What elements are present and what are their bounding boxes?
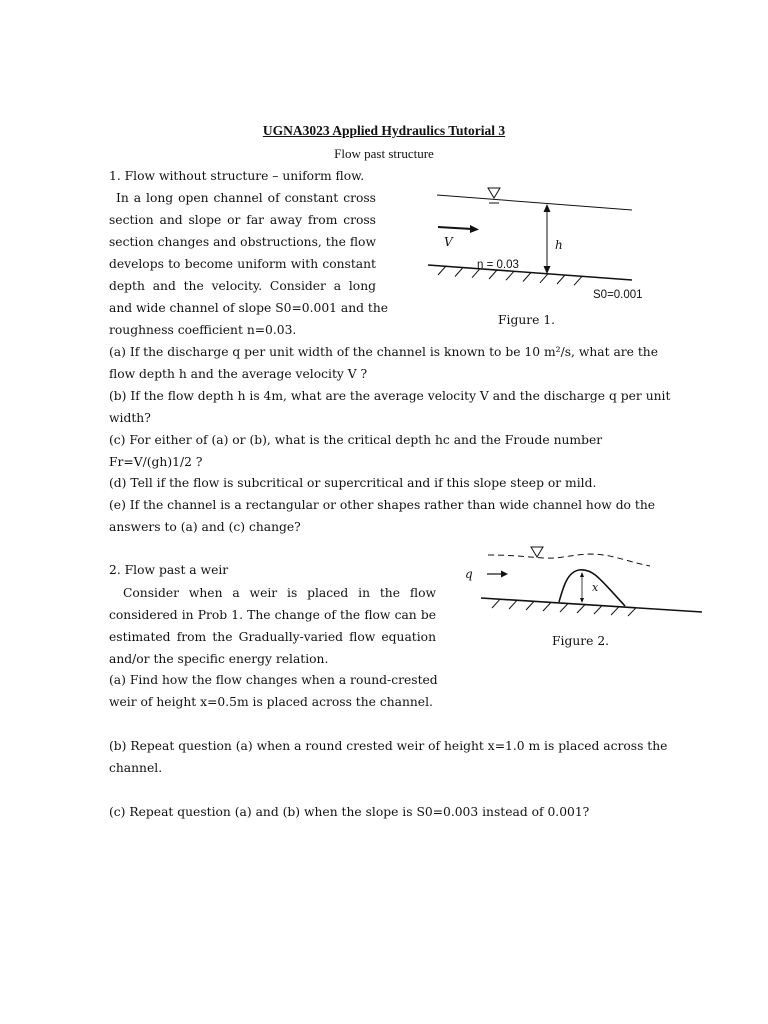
label-S0: S0=0.001 — [593, 289, 643, 301]
q1c-line2: Fr=V/(gh)1/2 ? — [109, 455, 203, 469]
q2-para-line: Consider when a weir is placed in the flow — [123, 586, 436, 600]
label-x: x — [592, 581, 599, 594]
q1c-line1: (c) For either of (a) or (b), what is the critical depth hc and the Froude number — [109, 433, 603, 447]
q1a-line2: flow depth h and the average velocity V ? — [109, 367, 368, 381]
q1-para-line: and wide channel of slope S0=0.001 and the — [109, 301, 389, 315]
q1-heading: 1. Flow without structure – uniform flow. — [109, 169, 365, 183]
q1-para-line: section and slope or far away from cross — [109, 213, 376, 227]
q2a-line1: (a) Find how the flow changes when a round-crested — [109, 673, 438, 687]
label-h: h — [555, 238, 563, 252]
q1-para-line: roughness coefficient n=0.03. — [109, 323, 297, 337]
label-q: q — [465, 567, 473, 581]
q2-heading: 2. Flow past a weir — [109, 563, 229, 577]
q2-para-line: considered in Prob 1. The change of the flow can be — [109, 608, 436, 622]
q2b-line2: channel. — [109, 761, 163, 775]
q1e-line2: answers to (a) and (c) change? — [109, 520, 301, 534]
figure-1-caption: Figure 1. — [498, 313, 556, 327]
q1-para-line: section changes and obstructions, the flow — [109, 235, 376, 249]
q2-para-line: estimated from the Gradually-varied flow equation — [109, 630, 436, 644]
label-n: n = 0.03 — [477, 259, 519, 271]
q1-para-line: depth and the velocity. Consider a long — [109, 279, 376, 293]
channel-bed-line — [481, 598, 702, 612]
page-title: UGNA3023 Applied Hydraulics Tutorial 3 — [262, 123, 506, 138]
q1-para-line: develops to become uniform with constant — [109, 257, 376, 271]
water-surface-dashed — [488, 554, 650, 566]
q1-para-line: In a long open channel of constant cross — [116, 191, 376, 205]
q1a-line1: (a) If the discharge q per unit width of the channel is known to be 10 m²/s, what are the — [109, 345, 659, 359]
bed-hatching — [492, 599, 636, 616]
figure-2-caption: Figure 2. — [552, 634, 610, 648]
q1d-line: (d) Tell if the flow is subcritical or supercritical and if this slope steep or mild. — [109, 476, 597, 490]
q1b-line1: (b) If the flow depth h is 4m, what are the average velocity V and the discharge q per unit — [109, 389, 671, 403]
q2-para-line: and/or the specific energy relation. — [109, 652, 329, 666]
q2a-line2: weir of height x=0.5m is placed across the channel. — [109, 695, 433, 709]
label-V: V — [444, 235, 453, 249]
free-surface-symbol-icon — [531, 547, 543, 557]
q1e-line1: (e) If the channel is a rectangular or other shapes rather than wide channel how do the — [109, 498, 656, 512]
page-subtitle: Flow past structure — [334, 146, 434, 161]
q2b-line1: (b) Repeat question (a) when a round crested weir of height x=1.0 m is placed across the — [109, 739, 668, 753]
q2c-line: (c) Repeat question (a) and (b) when the slope is S0=0.003 instead of 0.001? — [109, 805, 590, 819]
q1b-line2: width? — [109, 411, 151, 425]
